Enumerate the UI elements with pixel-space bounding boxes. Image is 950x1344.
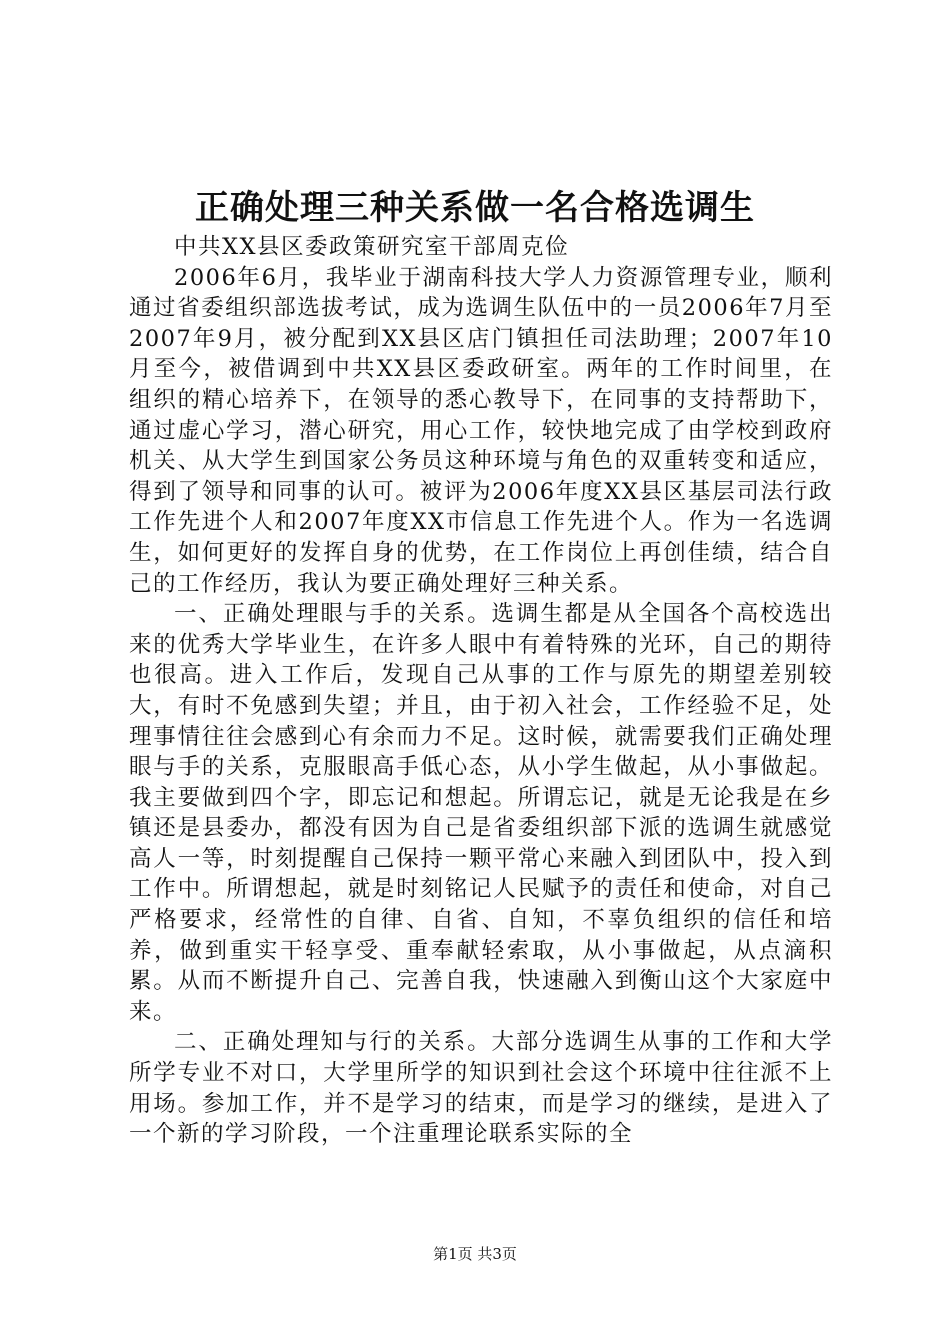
document-body — [129, 232, 833, 1150]
document-title: 正确处理三种关系做一名合格选调生 — [195, 188, 755, 228]
page-number-footer: 第1页 共3页 — [433, 1245, 517, 1263]
author-line: 中共XX县区委政策研究室干部周克俭 — [174, 234, 570, 260]
paragraph-section-1: 一、正确处理眼与手的关系。选调生都是从全国各个高校选出来的优秀大学毕业生，在许多人眼中有着特殊的光环，自己的期待也很高。进入工作后，发现自己从事的工作与原先的期望差别较大，有时不免感到失望；并且，由于初入社会，工作经验不足，处理事情往往会感到心有余而力不足。这时候，就需要我们正确处理眼与手的关系，克服眼高手低心态，从小学生做起，从小事做起。我主要做到四个字，即忘记和想起。所谓忘记，就是无论我是在乡镇还是县委办，都没有因为自己是省委组织部下派的选调生就感觉高人一等，时刻提醒自己保持一颗平常心来融入到团队中，投入到工作中。所谓想起，就是时刻铭记人民赋予的责任和使命，对自己严格要求，经常性的自律、自省、自知，不辜负组织的信任和培养，做到重实干轻享受、重奉献轻索取，从小事做起，从点滴积累。从而不断提升自己、完善自我，快速融入到衡山这个大家庭中来。 — [129, 601, 833, 1025]
paragraph-intro: 2006年6月，我毕业于湖南科技大学人力资源管理专业，顺利通过省委组织部选拔考试，成为选调生队伍中的一员2006年7月至2007年9月，被分配到XX县区店门镇担任司法助理；2007年10月至今，被借调到中共XX县区委政研室。两年的工作时间里，在组织的精心培养下，在领导的悉心教导下，在同事的支持帮助下，通过虚心学习，潜心研究，用心工作，较快地完成了由学校到政府机关、从大学生到国家公务员这种环境与角色的双重转变和适应，得到了领导和同事的认可。被评为2006年度XX县区基层司法行政工作先进个人和2007年度XX市信息工作先进个人。作为一名选调生，如何更好的发挥自身的优势，在工作岗位上再创佳绩，结合自己的工作经历，我认为要正确处理好三种关系。 — [129, 264, 833, 597]
paragraph-section-2: 二、正确处理知与行的关系。大部分选调生从事的工作和大学所学专业不对口，大学里所学的知识到社会这个环境中往往派不上用场。参加工作，并不是学习的结束，而是学习的继续，是进入了一个新的学习阶段，一个注重理论联系实际的全 — [129, 1029, 833, 1148]
